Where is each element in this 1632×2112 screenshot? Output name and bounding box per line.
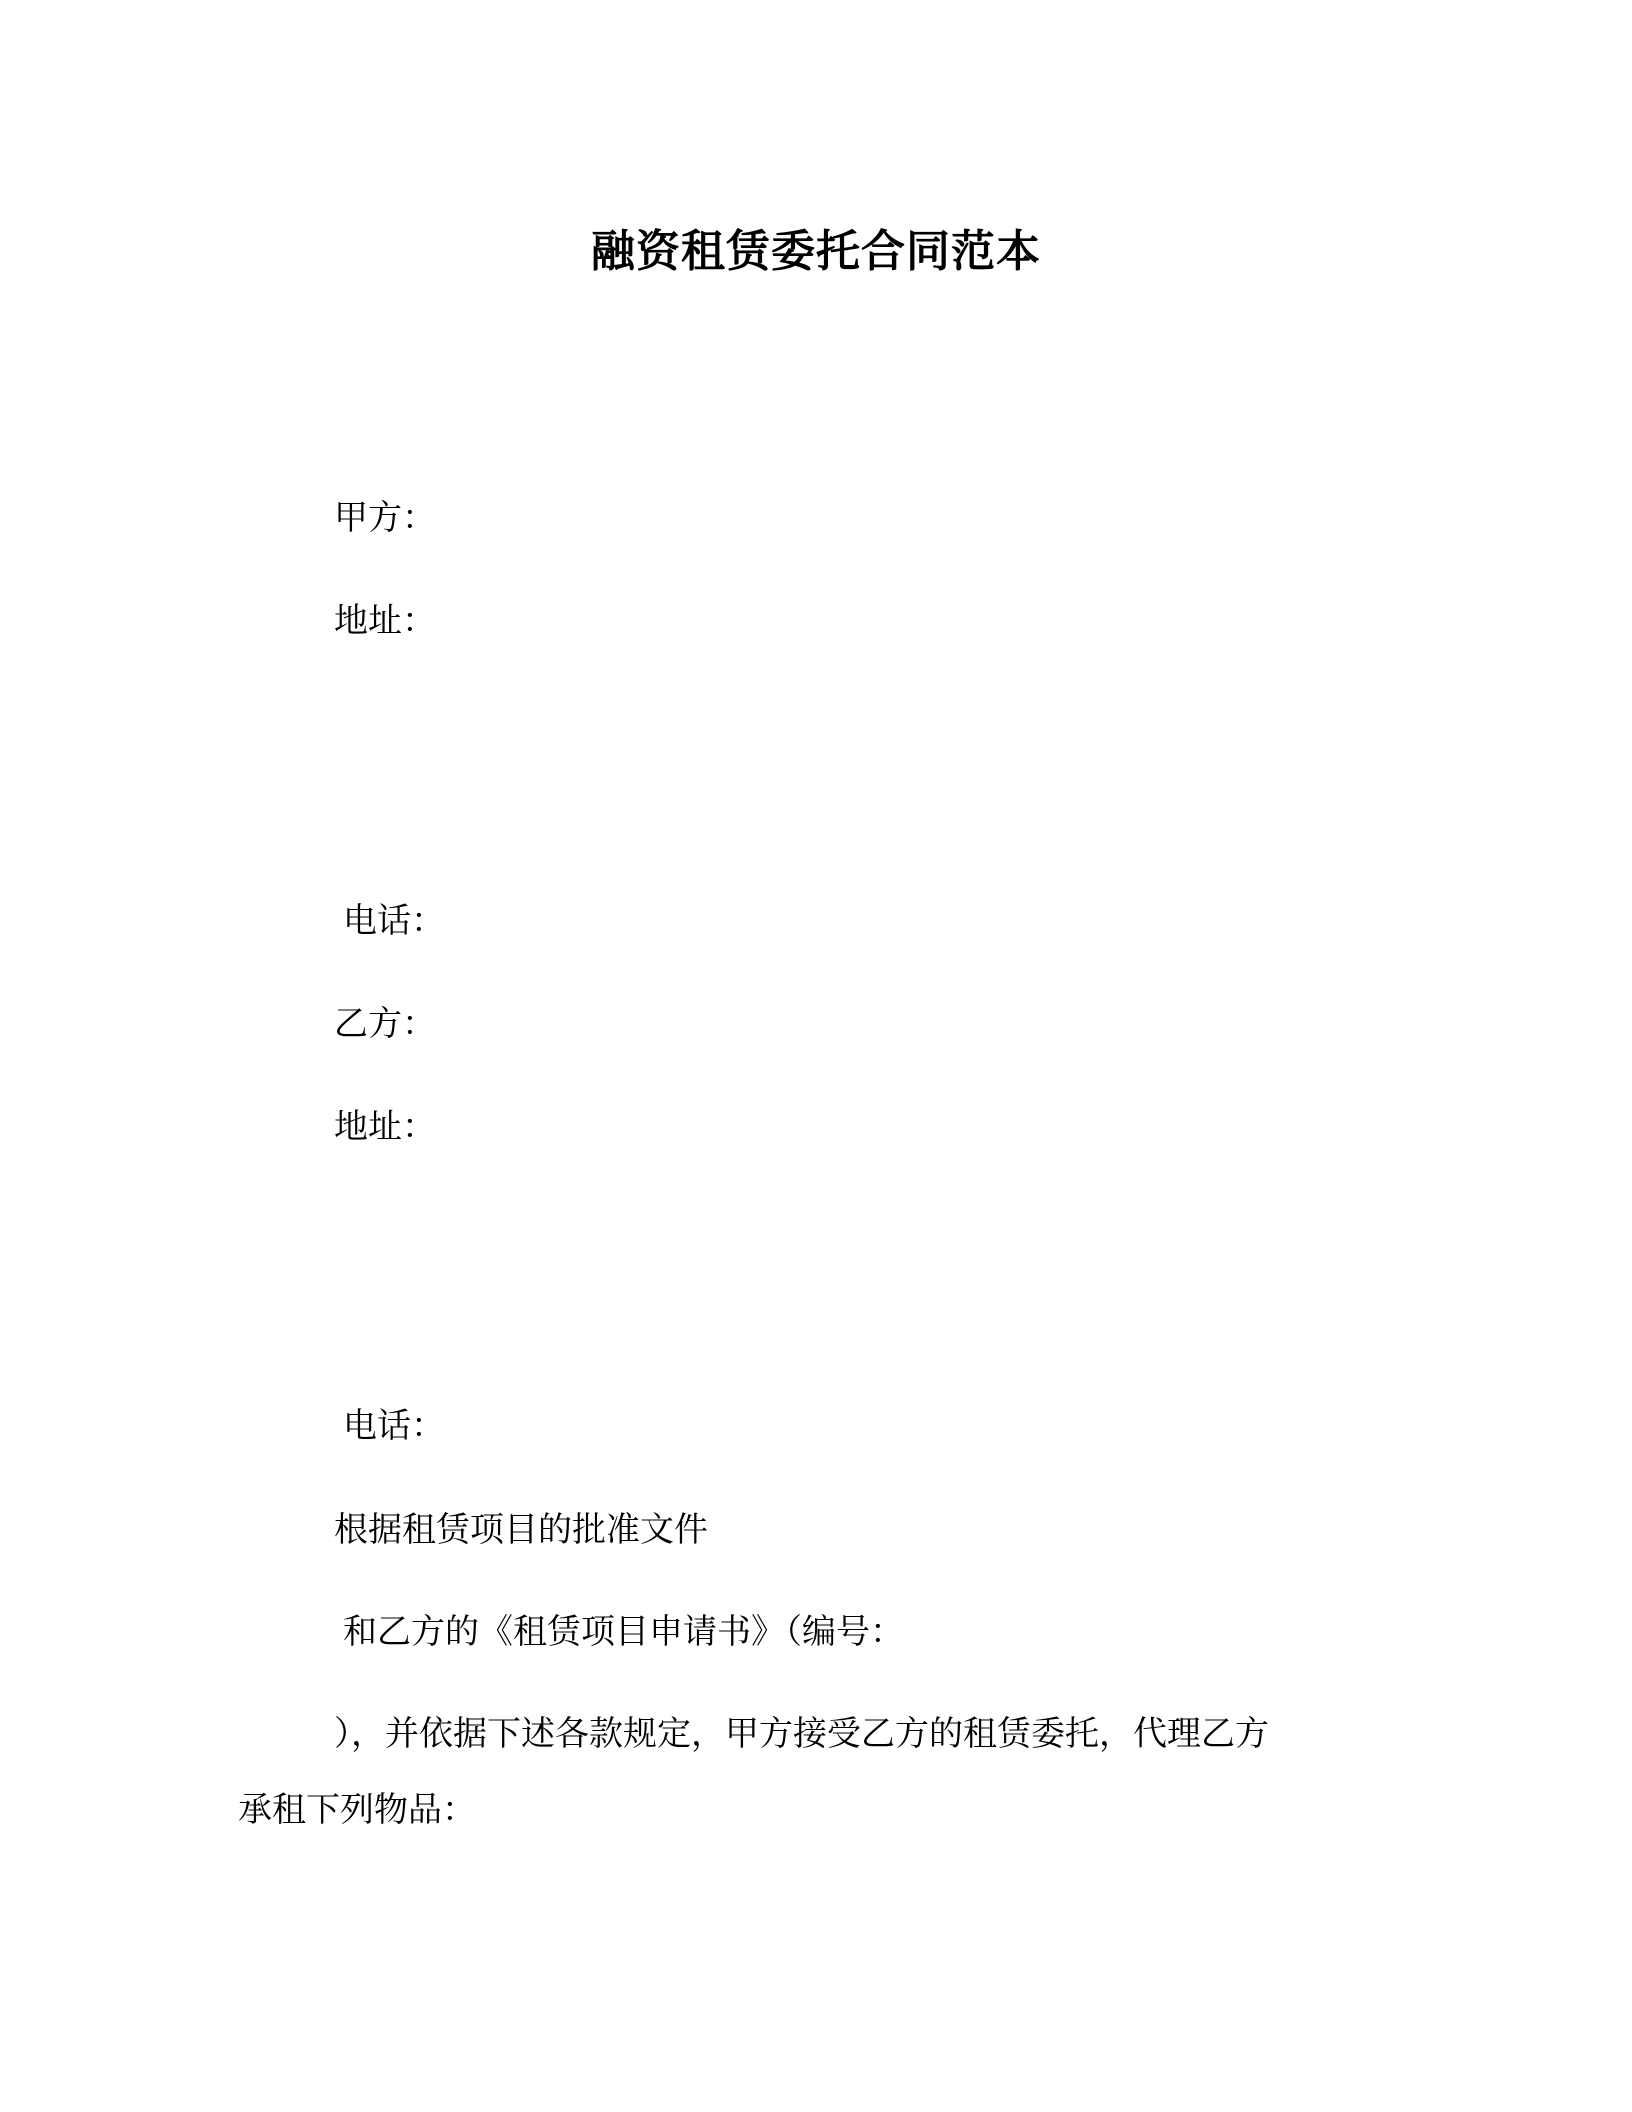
document-title: 融资租赁委托合同范本 xyxy=(591,226,1041,277)
party-a-phone-label: 电话： xyxy=(343,901,445,941)
clause-paragraph-line-1: ），并依据下述各款规定，甲方接受乙方的租赁委托，代理乙方 xyxy=(334,1714,1269,1754)
application-paragraph: 和乙方的《租赁项目申请书》（编号： xyxy=(343,1612,904,1652)
party-b-phone-label: 电话： xyxy=(343,1406,445,1446)
party-a-label: 甲方： xyxy=(334,498,436,538)
party-b-label: 乙方： xyxy=(334,1004,436,1044)
basis-paragraph: 根据租赁项目的批准文件 xyxy=(334,1510,708,1550)
party-a-address-label: 地址： xyxy=(334,601,436,641)
party-b-address-label: 地址： xyxy=(334,1107,436,1147)
clause-paragraph-line-2: 承租下列物品： xyxy=(238,1790,476,1830)
